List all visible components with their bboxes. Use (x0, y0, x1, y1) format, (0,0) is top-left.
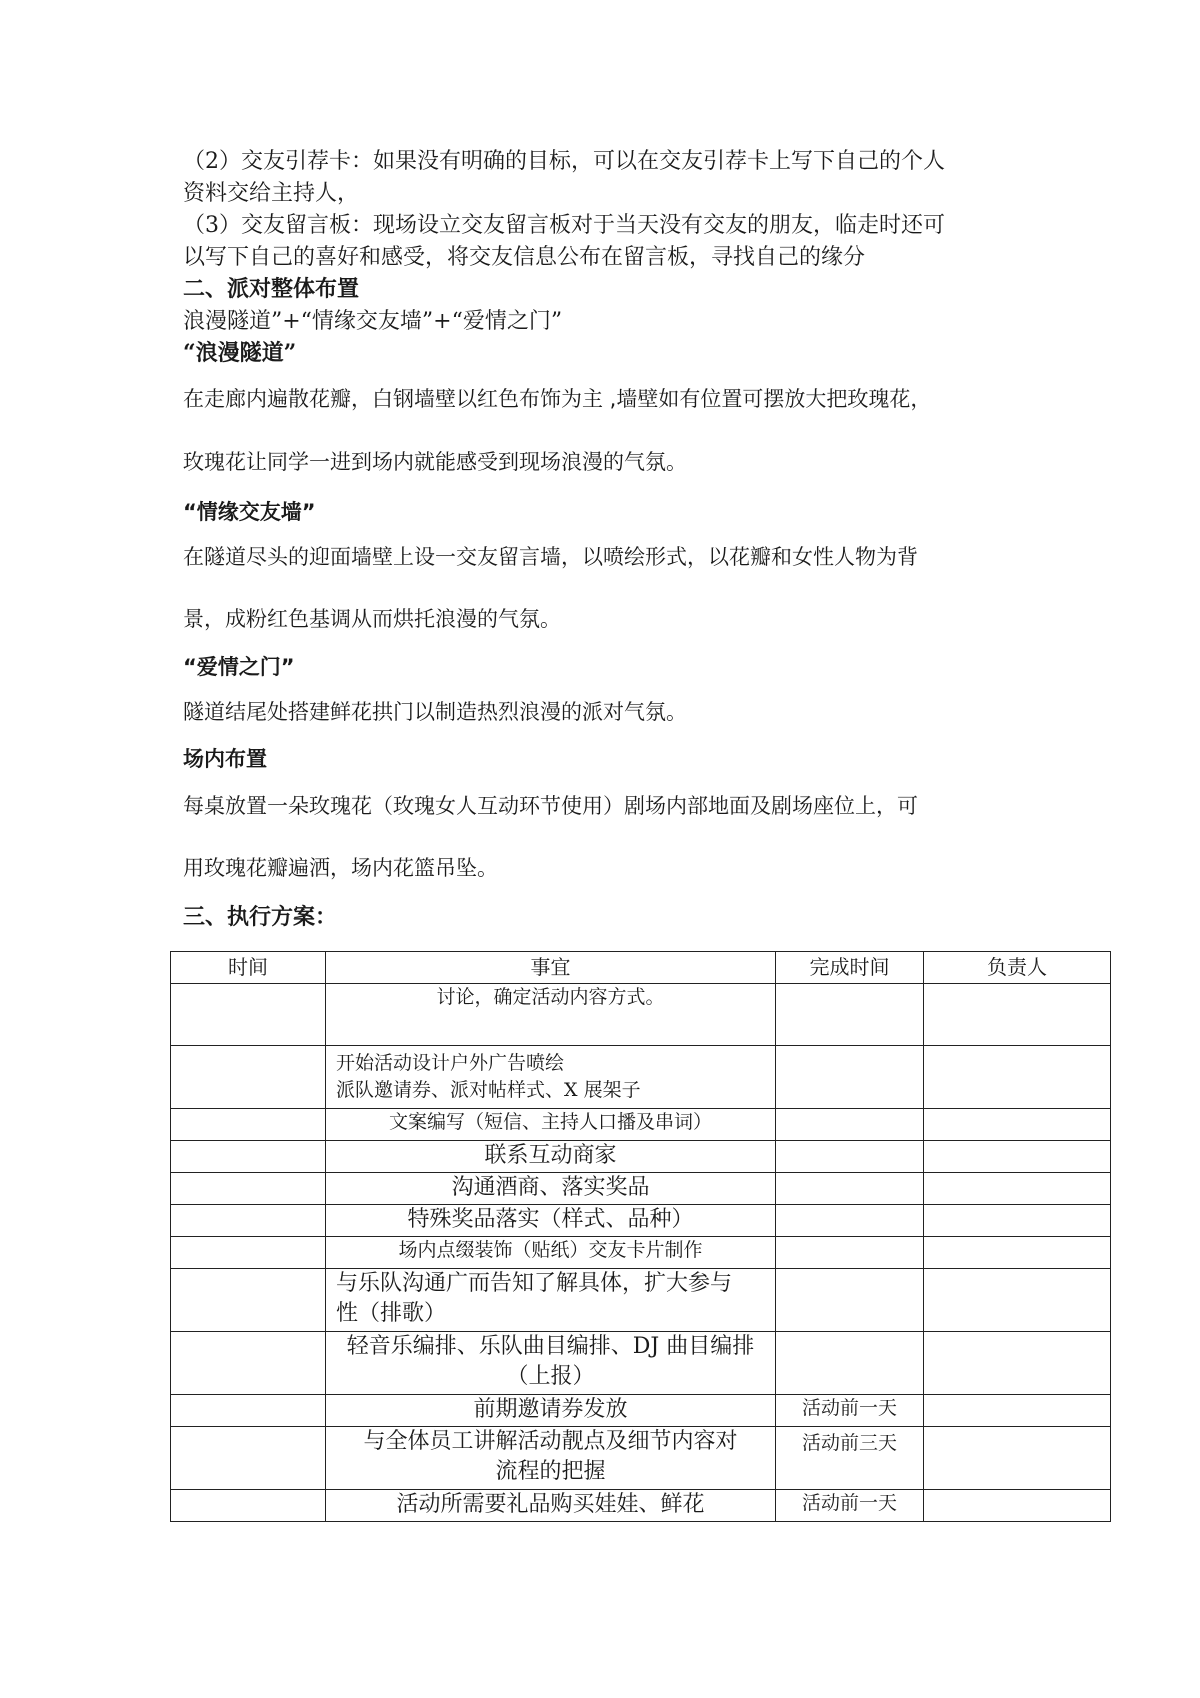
section-heading-layout: 二、派对整体布置 (183, 276, 360, 302)
cell-item (326, 1332, 776, 1395)
cell-owner (924, 1205, 1111, 1237)
cell-owner (924, 1427, 1111, 1490)
item-line: 特殊奖品落实（样式、品种） (407, 1207, 694, 1232)
cell-time (171, 1395, 326, 1427)
tunnel-text-line2: 玫瑰花让同学一进到场内就能感受到现场浪漫的气氛。 (183, 450, 687, 474)
section-heading-execution: 三、执行方案： (183, 904, 338, 930)
header-item: 事宜 (326, 952, 776, 984)
table-row (171, 1332, 1111, 1395)
item-line: 与全体员工讲解活动靓点及细节内容对 (363, 1429, 738, 1454)
table-row (171, 1427, 1111, 1490)
cell-item (326, 1427, 776, 1490)
cell-time (171, 1427, 326, 1490)
cell-owner (924, 1332, 1111, 1395)
paragraph-referral-card-line1: （2）交友引荐卡：如果没有明确的目标，可以在交友引荐卡上写下自己的个人 (183, 149, 945, 174)
wall-text-line1: 在隧道尽头的迎面墙壁上设一交友留言墙，以喷绘形式，以花瓣和女性人物为背 (183, 545, 918, 569)
subheading-love-door: “爱情之门” (183, 655, 295, 679)
cell-owner (924, 1490, 1111, 1522)
item-line: 开始活动设计户外广告喷绘 (336, 1052, 565, 1074)
item-line: 前期邀请券发放 (473, 1397, 628, 1422)
door-text: 隧道结尾处搭建鲜花拱门以制造热烈浪漫的派对气氛。 (183, 700, 687, 724)
cell-done-time (776, 1332, 924, 1395)
table-header-row (171, 952, 1111, 984)
header-done-time: 完成时间 (776, 952, 924, 984)
table-row (171, 1046, 1111, 1109)
cell-done-time (776, 1269, 924, 1332)
venue-text-line1: 每桌放置一朵玫瑰花（玫瑰女人互动环节使用）剧场内部地面及剧场座位上，可 (183, 794, 918, 818)
cell-done-time: 活动前三天 (776, 1427, 924, 1490)
cell-time (171, 1109, 326, 1141)
table-row (171, 1173, 1111, 1205)
item-line: 联系互动商家 (484, 1143, 617, 1168)
table-row (171, 1109, 1111, 1141)
cell-time (171, 1173, 326, 1205)
cell-time (171, 1205, 326, 1237)
cell-done-time (776, 1173, 924, 1205)
cell-time (171, 1269, 326, 1332)
execution-plan-table (170, 951, 1111, 1522)
item-line: 文案编写（短信、主持人口播及串词） (388, 1111, 712, 1133)
subheading-venue-layout: 场内布置 (183, 747, 267, 771)
cell-done-time (776, 1109, 924, 1141)
cell-done-time (776, 1141, 924, 1173)
item-line: 派队邀请券、派对帖样式、X 展架子 (336, 1079, 641, 1101)
cell-done-time (776, 984, 924, 1046)
cell-owner (924, 1046, 1111, 1109)
cell-item (326, 1141, 776, 1173)
item-line: （上报） (506, 1364, 595, 1389)
cell-item (326, 1046, 776, 1109)
cell-done-time (776, 1205, 924, 1237)
tunnel-text-line1: 在走廊内遍散花瓣，白钢墙壁以红色布饰为主 ,墙壁如有位置可摆放大把玫瑰花， (183, 387, 932, 411)
item-line: 与乐队沟通广而告知了解具体，扩大参与 (336, 1271, 733, 1296)
cell-time (171, 984, 326, 1046)
cell-time (171, 1141, 326, 1173)
table-row (171, 1205, 1111, 1237)
item-line: 场内点缀装饰（贴纸）交友卡片制作 (398, 1239, 703, 1261)
cell-done-time (776, 1046, 924, 1109)
cell-item (326, 1205, 776, 1237)
cell-owner (924, 1173, 1111, 1205)
table-row (171, 984, 1111, 1046)
cell-item (326, 1269, 776, 1332)
item-line: 流程的把握 (495, 1459, 606, 1484)
table-row (171, 1269, 1111, 1332)
cell-item (326, 1173, 776, 1205)
subheading-friend-wall: “情缘交友墙” (183, 500, 316, 524)
cell-owner (924, 984, 1111, 1046)
header-time: 时间 (171, 952, 326, 984)
subheading-romantic-tunnel: “浪漫隧道” (183, 340, 297, 366)
cell-owner (924, 1141, 1111, 1173)
item-line: 讨论，确定活动内容方式。 (436, 986, 665, 1008)
cell-done-time: 活动前一天 (776, 1395, 924, 1427)
cell-time (171, 1490, 326, 1522)
layout-summary: 浪漫隧道”+“情缘交友墙”+“爱情之门” (183, 309, 563, 334)
paragraph-message-board-line1: （3）交友留言板：现场设立交友留言板对于当天没有交友的朋友，临走时还可 (183, 213, 945, 238)
table-row (171, 1395, 1111, 1427)
cell-item (326, 1109, 776, 1141)
item-line: 沟通酒商、落实奖品 (451, 1175, 650, 1200)
cell-done-time (776, 1237, 924, 1269)
cell-time (171, 1046, 326, 1109)
cell-item (326, 984, 776, 1046)
cell-done-time: 活动前一天 (776, 1490, 924, 1522)
paragraph-referral-card-line2: 资料交给主持人， (183, 181, 360, 206)
header-owner: 负责人 (924, 952, 1111, 984)
cell-item (326, 1237, 776, 1269)
cell-time (171, 1332, 326, 1395)
cell-time (171, 1237, 326, 1269)
table-row (171, 1490, 1111, 1522)
cell-item (326, 1490, 776, 1522)
cell-owner (924, 1269, 1111, 1332)
cell-owner (924, 1109, 1111, 1141)
cell-item (326, 1395, 776, 1427)
item-line: 性（排歌） (336, 1301, 447, 1326)
cell-owner (924, 1395, 1111, 1427)
paragraph-message-board-line2: 以写下自己的喜好和感受，将交友信息公布在留言板，寻找自己的缘分 (183, 245, 866, 270)
item-line: 轻音乐编排、乐队曲目编排、DJ 曲目编排 (346, 1334, 755, 1359)
wall-text-line2: 景，成粉红色基调从而烘托浪漫的气氛。 (183, 607, 561, 631)
venue-text-line2: 用玫瑰花瓣遍洒，场内花篮吊坠。 (183, 856, 498, 880)
cell-owner (924, 1237, 1111, 1269)
table-row (171, 1237, 1111, 1269)
table-row (171, 1141, 1111, 1173)
item-line: 活动所需要礼品购买娃娃、鲜花 (396, 1492, 705, 1517)
